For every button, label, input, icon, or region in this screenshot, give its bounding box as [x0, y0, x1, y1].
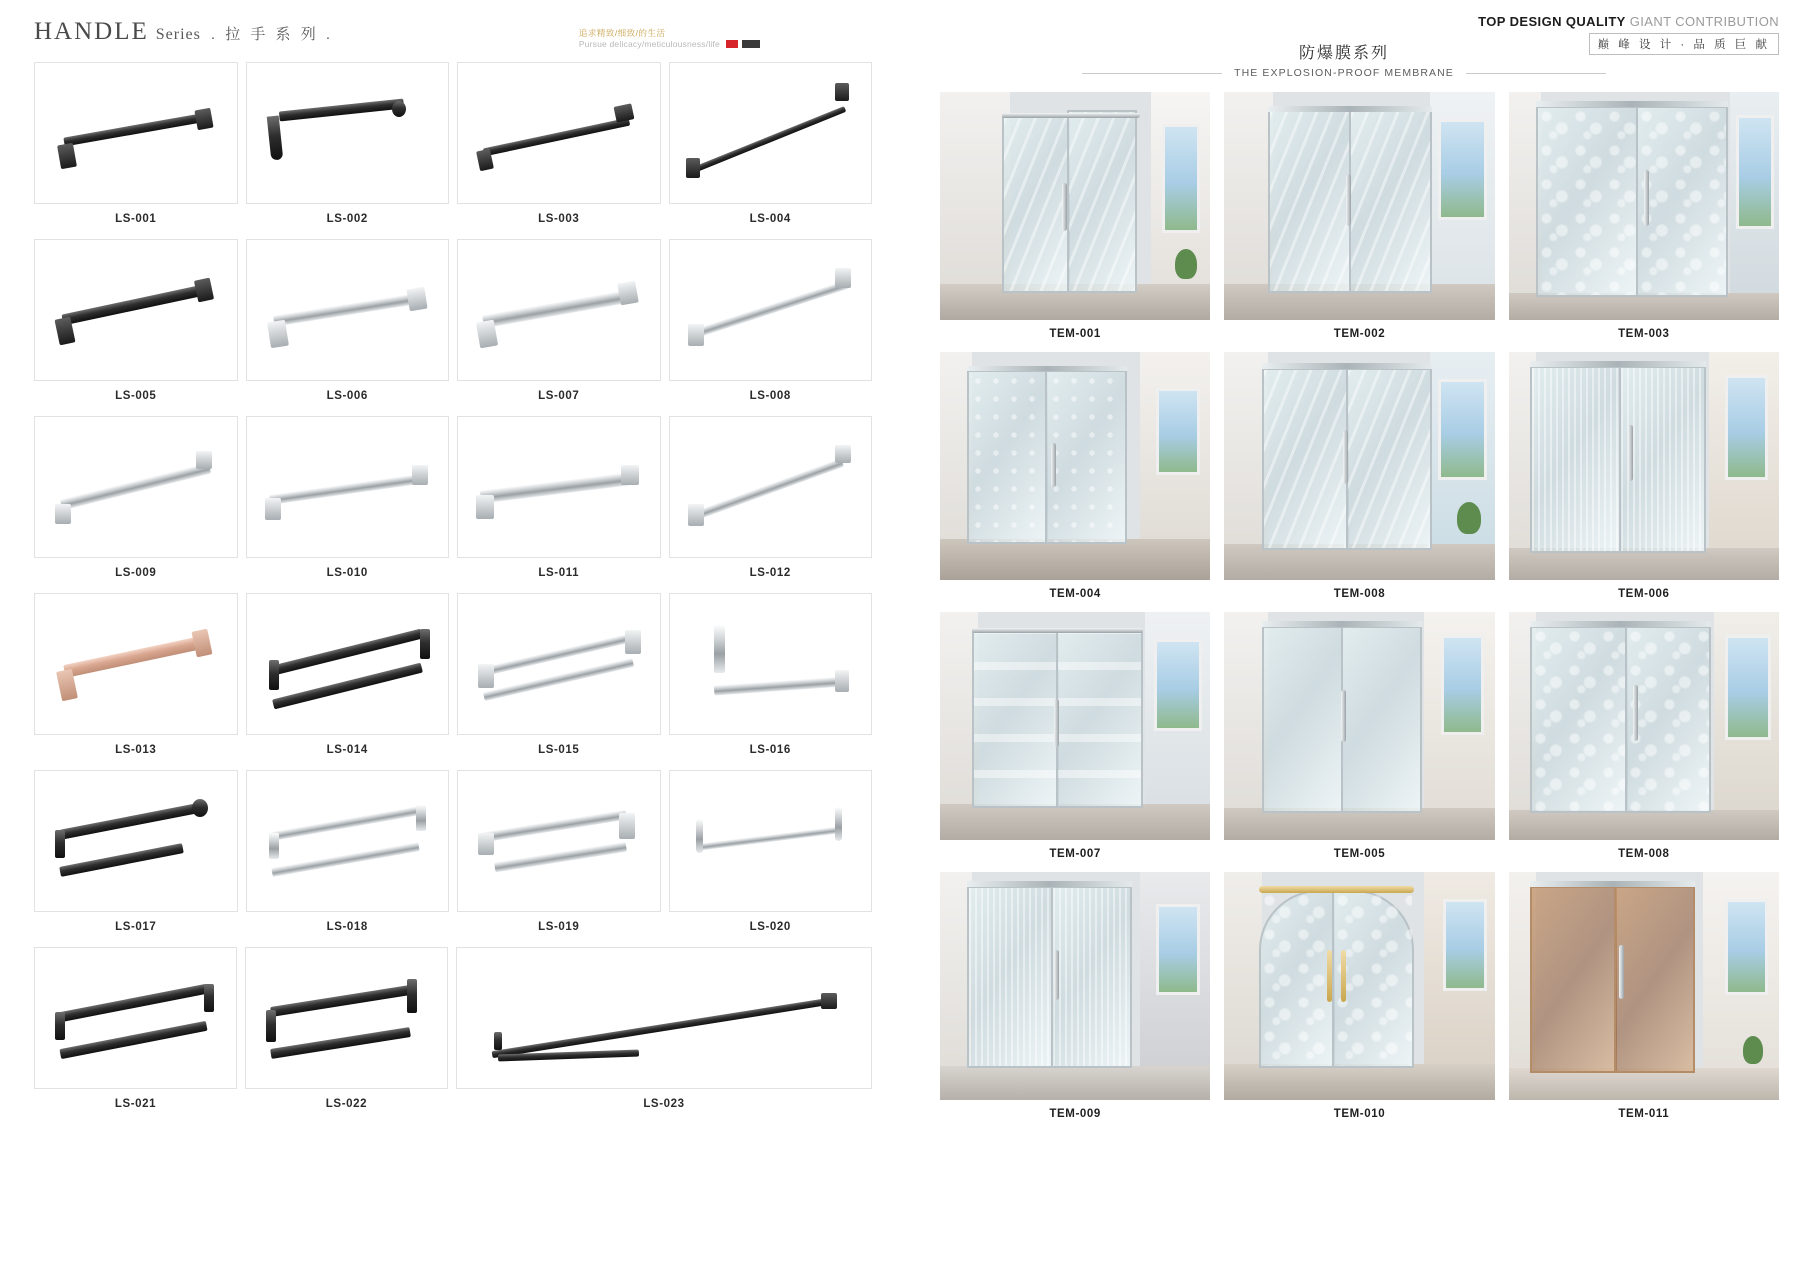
handle-cell-ls-007[interactable]: [457, 239, 661, 402]
handle-row-4: [34, 593, 872, 756]
handle-code: LS-006: [326, 390, 368, 402]
page-title-handle: HANDLE: [34, 18, 149, 45]
membrane-image-tem-009: [940, 872, 1210, 1100]
right-page-header: [906, 0, 1813, 92]
handle-cell-ls-018[interactable]: [246, 770, 450, 933]
handle-cell-ls-020[interactable]: [669, 770, 873, 933]
red-badge-icon: [726, 40, 738, 48]
handle-cell-ls-021[interactable]: [34, 947, 237, 1110]
membrane-image-tem-007: [940, 612, 1210, 840]
handle-code: LS-013: [115, 744, 157, 756]
handle-cell-ls-015[interactable]: [457, 593, 661, 756]
handle-code: LS-019: [538, 921, 580, 933]
handle-image-ls-008: [669, 239, 873, 381]
handle-row-6: [34, 947, 872, 1110]
membrane-code: TEM-006: [1618, 588, 1670, 600]
left-page-header: [0, 0, 906, 62]
membrane-grid: [906, 92, 1813, 1120]
handle-code: LS-005: [115, 390, 157, 402]
handle-cell-ls-008[interactable]: [669, 239, 873, 402]
section-title-en: THE EXPLOSION-PROOF MEMBRANE: [1222, 67, 1466, 79]
tagline-chinese: 追求精致/细致/的生活: [578, 28, 666, 38]
handle-cell-ls-022[interactable]: [245, 947, 448, 1110]
membrane-row-2: [940, 352, 1779, 600]
handle-image-ls-010: [246, 416, 450, 558]
handle-cell-ls-016[interactable]: [669, 593, 873, 756]
handle-row-2: [34, 239, 872, 402]
handle-row-5: [34, 770, 872, 933]
quality-tagline-cn: 巅 峰 设 计 · 品 质 巨 献: [1589, 33, 1779, 55]
handle-image-ls-013: [34, 593, 238, 735]
membrane-cell-tem-009[interactable]: [940, 872, 1210, 1120]
handle-image-ls-023: [456, 947, 872, 1089]
handle-image-ls-016: [669, 593, 873, 735]
membrane-code: TEM-008: [1618, 848, 1670, 860]
handle-image-ls-002: [246, 62, 450, 204]
handle-cell-ls-017[interactable]: [34, 770, 238, 933]
section-title: [1024, 40, 1664, 81]
handle-grid: [0, 62, 906, 1110]
membrane-code: TEM-009: [1049, 1108, 1101, 1120]
membrane-cell-tem-010[interactable]: [1224, 872, 1494, 1120]
handle-code: LS-022: [325, 1098, 368, 1110]
page-title-series: Series: [155, 26, 201, 43]
membrane-image-tem-010: [1224, 872, 1494, 1100]
handle-cell-ls-013[interactable]: [34, 593, 238, 756]
handle-code: LS-015: [538, 744, 580, 756]
handle-code: LS-018: [326, 921, 368, 933]
handle-code: LS-017: [115, 921, 157, 933]
quality-tagline-bold: TOP DESIGN QUALITY: [1478, 14, 1626, 29]
handle-cell-ls-014[interactable]: [246, 593, 450, 756]
handle-code: LS-016: [749, 744, 791, 756]
membrane-image-tem-008a: [1224, 352, 1494, 580]
handle-image-ls-001: [34, 62, 238, 204]
membrane-code: TEM-001: [1049, 328, 1101, 340]
membrane-image-tem-001: [940, 92, 1210, 320]
dark-badge-icon: [742, 40, 760, 48]
membrane-cell-tem-005[interactable]: [1224, 612, 1494, 860]
handle-image-ls-014: [246, 593, 450, 735]
membrane-cell-tem-002[interactable]: [1224, 92, 1494, 340]
handle-cell-ls-004[interactable]: [669, 62, 873, 225]
handle-cell-ls-009[interactable]: [34, 416, 238, 579]
handle-image-ls-012: [669, 416, 873, 558]
page-title: [34, 18, 906, 46]
handle-code: LS-020: [749, 921, 791, 933]
handle-cell-ls-005[interactable]: [34, 239, 238, 402]
handle-cell-ls-001[interactable]: [34, 62, 238, 225]
handle-image-ls-004: [669, 62, 873, 204]
membrane-code: TEM-003: [1618, 328, 1670, 340]
handle-image-ls-018: [246, 770, 450, 912]
tagline-english-row: [579, 39, 760, 50]
membrane-image-tem-005: [1224, 612, 1494, 840]
membrane-image-tem-003: [1509, 92, 1779, 320]
membrane-code: TEM-004: [1049, 588, 1101, 600]
membrane-cell-tem-011[interactable]: [1509, 872, 1779, 1120]
handle-code: LS-003: [538, 213, 580, 225]
handle-cell-ls-011[interactable]: [457, 416, 661, 579]
membrane-cell-tem-003[interactable]: [1509, 92, 1779, 340]
handle-code: LS-010: [326, 567, 368, 579]
handle-cell-ls-010[interactable]: [246, 416, 450, 579]
membrane-row-4: [940, 872, 1779, 1120]
handle-image-ls-022: [245, 947, 448, 1089]
tagline-english: Pursue delicacy/meticulousness/life: [578, 38, 720, 49]
membrane-cell-tem-007[interactable]: [940, 612, 1210, 860]
handle-code: LS-014: [326, 744, 368, 756]
right-page-membrane-series: [906, 0, 1813, 1284]
membrane-code: TEM-007: [1049, 848, 1101, 860]
membrane-image-tem-004: [940, 352, 1210, 580]
handle-code: LS-008: [749, 390, 791, 402]
handle-image-ls-019: [457, 770, 661, 912]
handle-image-ls-003: [457, 62, 661, 204]
handle-image-ls-011: [457, 416, 661, 558]
membrane-cell-tem-008a[interactable]: [1224, 352, 1494, 600]
handle-code: LS-021: [114, 1098, 157, 1110]
handle-code: LS-007: [538, 390, 580, 402]
handle-cell-ls-006[interactable]: [246, 239, 450, 402]
handle-code: LS-002: [326, 213, 368, 225]
handle-cell-ls-012[interactable]: [669, 416, 873, 579]
handle-code: LS-023: [643, 1098, 685, 1110]
membrane-cell-tem-004[interactable]: [940, 352, 1210, 600]
membrane-code: TEM-008: [1333, 588, 1386, 600]
membrane-code: TEM-005: [1333, 848, 1386, 860]
handle-image-ls-020: [669, 770, 873, 912]
handle-row-3: [34, 416, 872, 579]
handle-cell-ls-003[interactable]: [457, 62, 661, 225]
handle-image-ls-021: [34, 947, 237, 1089]
membrane-cell-tem-008b[interactable]: [1509, 612, 1779, 860]
left-page-handle-series: [0, 0, 906, 1284]
handle-cell-ls-019[interactable]: [457, 770, 661, 933]
membrane-row-1: [940, 92, 1779, 340]
handle-code: LS-009: [115, 567, 157, 579]
membrane-image-tem-006: [1509, 352, 1779, 580]
handle-image-ls-009: [34, 416, 238, 558]
membrane-code: TEM-011: [1618, 1108, 1670, 1120]
handle-image-ls-006: [246, 239, 450, 381]
handle-cell-ls-023[interactable]: [456, 947, 872, 1110]
header-tagline: [579, 28, 760, 49]
section-title-cn: 防爆膜系列: [1298, 45, 1389, 62]
membrane-image-tem-011: [1509, 872, 1779, 1100]
handle-code: LS-012: [749, 567, 791, 579]
membrane-image-tem-002: [1224, 92, 1494, 320]
handle-image-ls-017: [34, 770, 238, 912]
membrane-row-3: [940, 612, 1779, 860]
handle-image-ls-005: [34, 239, 238, 381]
handle-code: LS-001: [115, 213, 157, 225]
handle-code: LS-004: [749, 213, 791, 225]
membrane-cell-tem-006[interactable]: [1509, 352, 1779, 600]
handle-image-ls-007: [457, 239, 661, 381]
handle-row-1: [34, 62, 872, 225]
quality-tagline-grey: GIANT CONTRIBUTION: [1629, 14, 1779, 29]
membrane-code: TEM-010: [1333, 1108, 1386, 1120]
quality-tagline-en: [1478, 14, 1779, 29]
membrane-image-tem-008b: [1509, 612, 1779, 840]
handle-code: LS-011: [538, 567, 580, 579]
handle-cell-ls-002[interactable]: [246, 62, 450, 225]
membrane-code: TEM-002: [1333, 328, 1386, 340]
membrane-cell-tem-001[interactable]: [940, 92, 1210, 340]
page-title-chinese: . 拉 手 系 列 .: [210, 26, 334, 43]
handle-image-ls-015: [457, 593, 661, 735]
